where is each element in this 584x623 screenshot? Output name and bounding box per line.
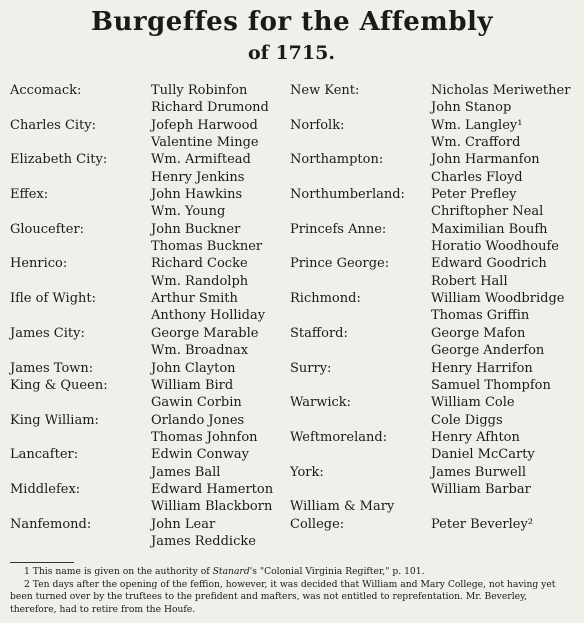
county-name: King & Queen: [10, 377, 108, 393]
table-row [10, 290, 290, 307]
burgess-name: Richard Drumond [151, 100, 269, 116]
burgess-name: John Stanop [431, 100, 512, 116]
table-row [10, 464, 290, 481]
burgess-name: William Bird [151, 377, 234, 393]
footnote-1-prefix: 1 This name is given on the authority of [24, 566, 213, 577]
burgess-name: Peter Beverley² [431, 516, 534, 532]
table-row [10, 516, 290, 533]
footnotes [10, 566, 576, 616]
burgess-name: George Marable [151, 325, 259, 341]
burgess-name: Anthony Holliday [151, 308, 266, 324]
burgess-name: Daniel McCarty [431, 447, 535, 463]
table-row [290, 82, 580, 99]
burgess-name: John Harmanfon [431, 152, 540, 168]
table-row [290, 377, 580, 394]
burgess-name: Charles Floyd [431, 169, 523, 185]
right-column [290, 82, 580, 533]
county-name: Elizabeth City: [10, 152, 108, 168]
table-row [290, 325, 580, 342]
burgess-name: Thomas Johnfon [151, 429, 258, 445]
county-name: Richmond: [290, 291, 361, 307]
table-row [290, 203, 580, 220]
burgess-name: Orlando Jones [151, 412, 245, 428]
county-name: Norfolk: [290, 117, 345, 133]
burgess-name: William Barbar [431, 481, 531, 497]
table-row [10, 307, 290, 324]
table-row [10, 186, 290, 203]
burgess-name: James Burwell [431, 464, 527, 480]
burgess-name: Henry Jenkins [151, 169, 245, 185]
table-row [10, 342, 290, 359]
burgess-name: Thomas Buckner [151, 239, 263, 255]
burgess-name: Jofeph Harwood [151, 117, 258, 133]
county-name: James Town: [10, 360, 94, 376]
county-name: Nanfemond: [10, 516, 92, 532]
table-row [10, 255, 290, 272]
burgess-name: William Cole [431, 395, 515, 411]
county-name: Stafford: [290, 325, 348, 341]
county-name: King William: [10, 412, 99, 428]
table-row [10, 498, 290, 515]
burgess-name: Henry Afhton [431, 429, 520, 445]
table-row [290, 342, 580, 359]
county-name: Middlefex: [10, 481, 81, 497]
county-name: Surry: [290, 360, 332, 376]
table-row [10, 203, 290, 220]
page-title: Burgeffes for the Affembly [91, 7, 493, 37]
footnote-rule [10, 562, 74, 563]
table-row [290, 429, 580, 446]
county-name: Gloucefter: [10, 221, 85, 237]
burgess-name: Wm. Crafford [431, 135, 521, 151]
table-row [290, 394, 580, 411]
burgess-name: John Lear [151, 516, 216, 532]
burgess-name: Chriftopher Neal [431, 204, 544, 220]
table-row [290, 151, 580, 168]
footnote-1-source: Stanard [212, 566, 250, 577]
burgess-name: Gawin Corbin [151, 395, 242, 411]
burgess-name: William Blackborn [151, 499, 273, 515]
county-name: Effex: [10, 187, 49, 203]
county-name: Charles City: [10, 117, 96, 133]
burgess-name: Tully Robinfon [151, 83, 248, 98]
table-row [290, 169, 580, 186]
county-name: Princefs Anne: [290, 221, 387, 237]
burgess-name: Wm. Langley¹ [431, 117, 523, 133]
burgess-name: Wm. Randolph [151, 273, 249, 289]
burgess-name: James Reddicke [151, 533, 256, 549]
burgess-name: Maximilian Boufh [431, 221, 548, 237]
table-row [10, 394, 290, 411]
burgess-name: George Anderfon [431, 343, 545, 359]
burgess-name: Wm. Young [151, 204, 226, 220]
table-row [10, 273, 290, 290]
table-row [10, 377, 290, 394]
burgess-name: Henry Harrifon [431, 360, 533, 376]
table-row [290, 446, 580, 463]
table-row [290, 117, 580, 134]
footnote-1-suffix: 's "Colonial Virginia Regifter," p. 101. [249, 566, 425, 577]
burgess-name: Thomas Griffin [431, 308, 530, 324]
burgess-name: Cole Diggs [431, 412, 503, 428]
burgess-name: Arthur Smith [151, 291, 238, 307]
table-row [290, 99, 580, 116]
table-row [290, 186, 580, 203]
table-row [10, 429, 290, 446]
table-row [290, 273, 580, 290]
table-row [10, 169, 290, 186]
table-row [10, 412, 290, 429]
burgess-name: Richard Cocke [151, 256, 248, 272]
table-row [10, 82, 290, 99]
burgess-name: Peter Prefley [431, 187, 517, 203]
table-row [10, 238, 290, 255]
table-row [290, 481, 580, 498]
table-row [290, 516, 580, 533]
table-row [10, 99, 290, 116]
burgess-name: George Mafon [431, 325, 526, 341]
burgess-name: James Ball [151, 464, 221, 480]
county-name: James City: [10, 325, 85, 341]
table-row [290, 360, 580, 377]
burgess-name: Robert Hall [431, 273, 508, 289]
burgess-name: John Buckner [151, 221, 241, 237]
county-name: York: [290, 464, 324, 480]
burgess-name: Edward Goodrich [431, 256, 547, 272]
table-row [290, 307, 580, 324]
burgess-name: Wm. Armiftead [151, 152, 251, 168]
table-row [10, 360, 290, 377]
county-name: Accomack: [10, 83, 82, 98]
burgess-name: Edward Hamerton [151, 481, 274, 497]
burgess-name: Nicholas Meriwether [431, 83, 571, 98]
table-row [10, 151, 290, 168]
county-name: Prince George: [290, 256, 390, 272]
county-name: Warwick: [290, 395, 352, 411]
page-subtitle: of 1715. [248, 42, 335, 64]
burgess-name: Samuel Thompfon [431, 377, 551, 393]
county-name: Henrico: [10, 256, 68, 272]
burgess-name: Wm. Broadnax [151, 343, 249, 359]
county-name: Weftmoreland: [290, 429, 388, 445]
burgess-name: Valentine Minge [151, 135, 259, 151]
table-row [10, 117, 290, 134]
table-row [290, 221, 580, 238]
table-row [290, 290, 580, 307]
table-row [10, 533, 290, 550]
burgess-name: John Hawkins [151, 187, 243, 203]
left-column [10, 82, 290, 550]
table-row [290, 412, 580, 429]
county-name: William & Mary [290, 499, 395, 515]
footnote-2: 2 Ten days after the opening of the feffion, however, it was decided that William and Mary College, not having yet been turned over by the truftees to the prefident and mafters, was not entitled to reprefentation. Mr. Beverley, therefore, had to retire from the Houfe. [10, 578, 556, 615]
burgess-name: Horatio Woodhoufe [431, 239, 560, 255]
table-row [290, 134, 580, 151]
table-row [290, 464, 580, 481]
county-name: Northampton: [290, 152, 384, 168]
table-row [10, 325, 290, 342]
county-name: Northumberland: [290, 187, 405, 203]
county-name: Lancafter: [10, 447, 79, 463]
burgess-name: Edwin Conway [151, 447, 249, 463]
footnote-1 [10, 566, 576, 579]
table-row [10, 446, 290, 463]
county-name: College: [290, 516, 345, 532]
table-row [290, 255, 580, 272]
burgess-name: John Clayton [151, 360, 236, 376]
table-row [10, 221, 290, 238]
table-row [10, 134, 290, 151]
county-name: Ifle of Wight: [10, 291, 96, 307]
table-row [10, 481, 290, 498]
county-name: New Kent: [290, 83, 360, 98]
table-row [290, 498, 580, 515]
table-row [290, 238, 580, 255]
burgess-name: William Woodbridge [431, 291, 565, 307]
